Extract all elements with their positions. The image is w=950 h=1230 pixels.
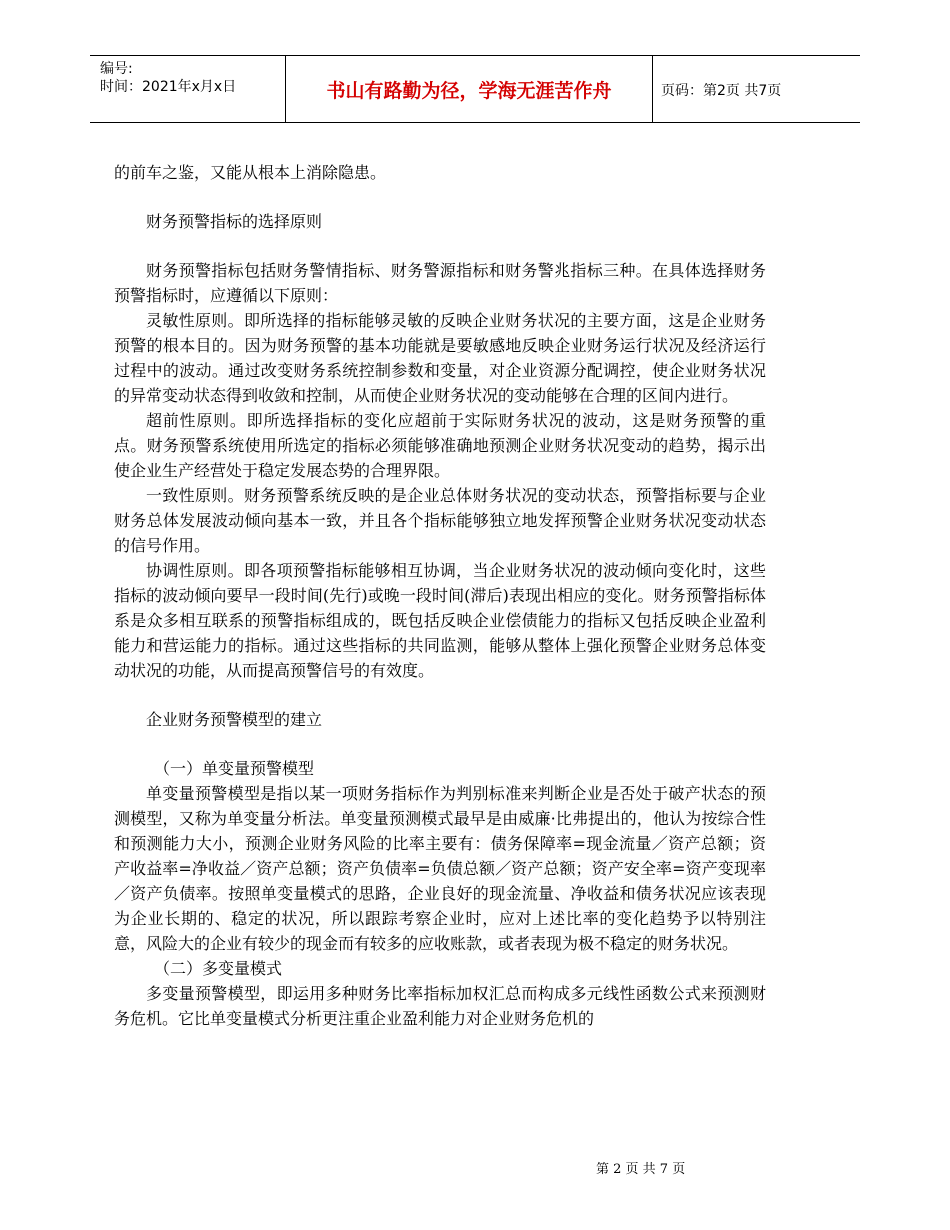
header-motto: 书山有路勤为径，学海无涯苦作舟 [285, 56, 653, 122]
page-footer: 第 2 页 共 7 页 [596, 1162, 686, 1177]
subheading-multivariate-model: （二）多变量模式 [154, 959, 283, 978]
paragraph-coordination-principle: 协调性原则。即各项预警指标能够相互协调，当企业财务状况的波动倾向变化时，这些指标的波动倾向要早一段时间(先行)或晚一段时间(滞后)表现出相应的变化。财务预警指标体系是众多相互联系的预警指标组成的，既包括反映企业偿债能力的指标又包括反映企业盈利能力和营运能力的指标。通过这些指标的共同监测，能够从整体上强化预警企业财务总体变动状况的功能，从而提高预警信号的有效度。 [114, 561, 766, 680]
document-number-label: 编号: [100, 61, 133, 77]
header-page-info: 页码：第2页 共7页 [661, 83, 782, 99]
paragraph-lead-principle: 超前性原则。即所选择指标的变化应超前于实际财务状况的波动，这是财务预警的重点。财务预警系统使用所选定的指标必须能够准确地预测企业财务状况变动的趋势，揭示出使企业生产经营处于稳定发展态势的合理界限。 [114, 411, 766, 480]
paragraph-multivariate-model: 多变量预警模型，即运用多种财务比率指标加权汇总而构成多元线性函数公式来预测财务危机。它比单变量模式分析更注重企业盈利能力对企业财务危机的 [114, 984, 766, 1028]
header-meta [100, 60, 236, 96]
section-heading-model-building: 企业财务预警模型的建立 [146, 710, 323, 729]
paragraph-sensitivity-principle: 灵敏性原则。即所选择的指标能够灵敏的反映企业财务状况的主要方面，这是企业财务预警的根本目的。因为财务预警的基本功能就是要敏感地反映企业财务运行状况及经济运行过程中的波动。通过改变财务系统控制参数和变量，对企业资源分配调控，使企业财务状况的异常变动状态得到收敛和控制，从而使企业财务状况的变动能够在合理的区间内进行。 [114, 311, 766, 405]
paragraph-continuation: 的前车之鉴，又能从根本上消除隐患。 [114, 163, 387, 182]
paragraph-consistency-principle: 一致性原则。财务预警系统反映的是企业总体财务状况的变动状态，预警指标要与企业财务总体发展波动倾向基本一致，并且各个指标能够独立地发挥预警企业财务状况变动状态的信号作用。 [114, 486, 766, 555]
paragraph-univariate-model: 单变量预警模型是指以某一项财务指标作为判别标准来判断企业是否处于破产状态的预测模型，又称为单变量分析法。单变量预测模式最早是由威廉·比弗提出的，他认为按综合性和预测能力大小，预测企业财务风险的比率主要有：债务保障率=现金流量／资产总额；资产收益率=净收益／资产总额；资产负债率=负债总额／资产总额；资产安全率=资产变现率／资产负债率。按照单变量模式的思路，企业良好的现金流量、净收益和债务状况应该表现为企业长期的、稳定的状况，所以跟踪考察企业时，应对上述比率的变化趋势予以特别注意，风险大的企业有较少的现金而有较多的应收账款，或者表现为极不稳定的财务状况。 [114, 784, 766, 953]
document-body [114, 160, 766, 1031]
section-heading-indicator-principles: 财务预警指标的选择原则 [146, 212, 323, 231]
subheading-univariate-model: （一）单变量预警模型 [154, 759, 315, 778]
page-header [90, 55, 860, 123]
document-time-label: 时间：2021年x月x日 [100, 79, 237, 95]
paragraph-indicator-intro: 财务预警指标包括财务警情指标、财务警源指标和财务警兆指标三种。在具体选择财务预警指标时，应遵循以下原则： [114, 261, 766, 305]
